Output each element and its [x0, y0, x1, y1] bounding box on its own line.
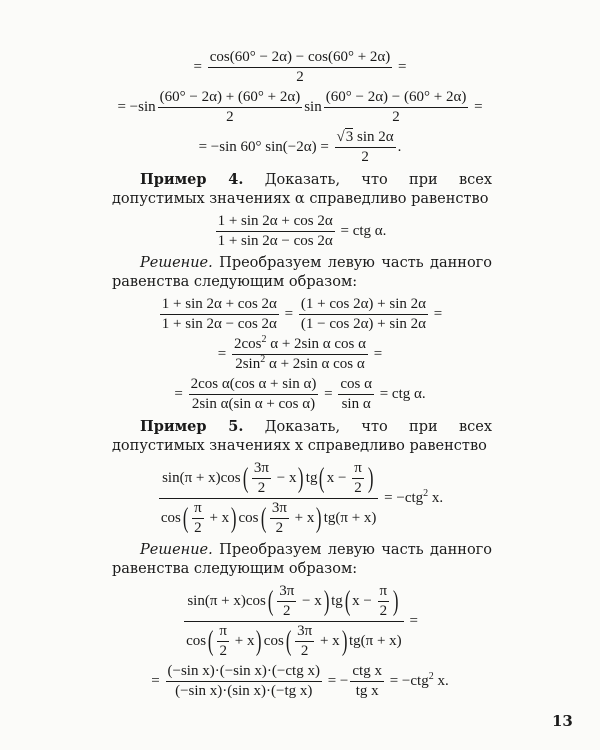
fraction-numerator [299, 296, 428, 315]
math-text: = −sin [117, 98, 156, 115]
fraction [184, 583, 404, 660]
fraction-denominator [338, 395, 374, 413]
math-text: = −sin 60° sin(−2α) = [198, 138, 333, 155]
fraction [299, 296, 428, 333]
big-parenthesis: ) [316, 502, 322, 534]
math-text: sin 2α [353, 129, 394, 145]
page-body [100, 46, 500, 703]
math-text: sin α [341, 396, 371, 412]
formula-line-2 [100, 89, 500, 126]
solution-1-label: Решение. [140, 255, 213, 271]
fraction [295, 623, 314, 660]
solution-2-label: Решение. [140, 542, 213, 558]
math-text: = [217, 345, 230, 362]
math-text: cos [186, 632, 207, 649]
math-text: 2cos α(cos α + sin α) [190, 376, 317, 392]
example-5-statement [112, 417, 492, 456]
math-text: 2 [296, 69, 304, 85]
fraction [232, 336, 368, 373]
fraction-denominator [184, 622, 404, 660]
fraction-numerator [352, 460, 364, 479]
math-text: − x [298, 592, 322, 609]
fraction-numerator [166, 663, 322, 682]
fraction-numerator [232, 336, 368, 355]
math-text: 2sin α(sin α + cos α) [191, 396, 316, 412]
fraction-denominator [160, 315, 279, 333]
fraction-denominator [216, 232, 335, 250]
fraction [335, 129, 396, 166]
fraction-numerator [217, 623, 229, 642]
fraction-numerator [208, 49, 393, 68]
math-text: 3π [297, 623, 313, 639]
math-text: + x [230, 632, 255, 649]
math-text: (60° − 2α) − (60° + 2α) [325, 89, 467, 105]
big-parenthesis: ( [207, 625, 214, 657]
math-text: π [194, 500, 202, 516]
math-text: sin [304, 98, 322, 115]
fraction [378, 583, 390, 620]
solution-1-step-2 [100, 336, 500, 373]
fraction-denominator [208, 68, 393, 86]
big-parenthesis: ) [298, 462, 304, 494]
math-text: = − [323, 672, 349, 689]
math-text: = −ctg [385, 672, 429, 689]
math-text: = ctg α. [375, 385, 426, 402]
fraction-numerator [184, 583, 404, 622]
fraction [192, 500, 204, 537]
fraction-denominator [295, 642, 314, 660]
math-text: tg [331, 592, 343, 609]
fraction-numerator [192, 500, 204, 519]
math-text: = [394, 58, 407, 75]
math-text: cos(60° − 2α) − cos(60° + 2α) [209, 49, 391, 65]
fraction-denominator [166, 682, 322, 700]
fraction [350, 663, 384, 700]
math-text: cos [263, 632, 284, 649]
math-text: 1 + sin 2α − cos 2α [217, 233, 333, 249]
math-text: π [219, 623, 227, 639]
math-text: x. [428, 489, 444, 506]
math-text: = [320, 385, 337, 402]
fraction-denominator [277, 602, 296, 620]
math-text: 2 [257, 480, 266, 496]
math-text: 3π [271, 500, 287, 516]
math-text: cos [238, 509, 259, 526]
example-4-label: Пример 4. [140, 171, 244, 188]
math-text: 2 [354, 480, 362, 496]
fraction-denominator [352, 479, 364, 497]
fraction-denominator [270, 519, 289, 537]
math-text: + x [205, 509, 230, 526]
math-text: = [151, 672, 164, 689]
solution-2-step-2 [100, 663, 500, 700]
big-parenthesis: ( [267, 585, 274, 617]
fraction [277, 583, 296, 620]
example-5-label: Пример 5. [140, 418, 244, 435]
math-text: 2 [282, 603, 291, 619]
math-text: ctg x [352, 663, 382, 679]
fraction-numerator [159, 460, 379, 499]
math-text: tg [305, 469, 318, 486]
math-text: = [174, 385, 187, 402]
big-parenthesis: ( [182, 502, 189, 534]
big-parenthesis: ) [341, 625, 348, 657]
big-parenthesis: ( [242, 462, 249, 494]
math-text: 2 [194, 520, 202, 536]
math-text: − x [273, 469, 297, 486]
fraction [189, 376, 319, 413]
big-parenthesis: ) [256, 625, 262, 657]
solution-1-text: Преобразуем левую часть данного равенства следующим образом: [112, 255, 492, 290]
radical-sign: √ [336, 129, 345, 145]
fraction-denominator [217, 642, 229, 660]
formula-line-3 [100, 129, 500, 166]
superscript: 2 [423, 487, 429, 499]
fraction [160, 296, 279, 333]
example-5-formula [100, 460, 500, 537]
solution-1-step-1 [100, 296, 500, 333]
fraction-denominator [232, 355, 368, 373]
math-text: = [370, 345, 383, 362]
big-parenthesis: ( [344, 585, 351, 617]
superscript: 2 [428, 670, 434, 682]
fraction-numerator [270, 500, 289, 519]
math-text: 2 [300, 643, 309, 659]
big-parenthesis: ) [392, 585, 399, 617]
math-text: 3π [253, 460, 269, 476]
fraction [217, 623, 229, 660]
superscript: 2 [261, 334, 267, 345]
solution-2-intro [112, 541, 492, 579]
math-text: x − [326, 469, 351, 486]
solution-2-text: Преобразуем левую часть данного равенства следующим образом: [112, 542, 492, 577]
page-number: 13 [552, 712, 573, 730]
math-text: x − [352, 592, 376, 609]
math-text: 1 + sin 2α + cos 2α [161, 296, 277, 312]
math-text: = [280, 305, 297, 322]
example-4-formula [100, 213, 500, 250]
math-text: 2 [226, 109, 234, 125]
math-text: 1 + sin 2α − cos 2α [161, 316, 277, 332]
fraction [270, 500, 289, 537]
solution-2-step-1 [100, 583, 500, 660]
fraction-numerator [338, 376, 374, 395]
formula-line-1 [100, 49, 500, 86]
fraction-numerator [378, 583, 390, 602]
math-text: = [470, 98, 483, 115]
fraction-numerator [350, 663, 384, 682]
math-text: = [193, 58, 206, 75]
math-text: 2 [219, 643, 227, 659]
math-text: π [379, 583, 388, 599]
math-text: + x [316, 632, 340, 649]
fraction-numerator [158, 89, 303, 108]
math-text: 2 [392, 109, 400, 125]
fraction-numerator [295, 623, 314, 642]
big-parenthesis: ) [231, 502, 237, 534]
fraction [352, 460, 364, 497]
math-text: (60° − 2α) + (60° + 2α) [159, 89, 301, 105]
math-text: + x [290, 509, 315, 526]
fraction-denominator [299, 315, 428, 333]
fraction-denominator [335, 148, 396, 166]
fraction-numerator [335, 129, 396, 148]
math-text: π [354, 460, 362, 476]
math-text: tg(π + x) [323, 509, 377, 526]
fraction-denominator [252, 479, 271, 497]
math-text: (−sin x)·(sin x)·(−tg x) [175, 683, 313, 699]
fraction-numerator [160, 296, 279, 315]
fraction-numerator [252, 460, 271, 479]
math-text: 2cos [233, 336, 262, 352]
fraction-numerator [216, 213, 335, 232]
math-text: 2 [379, 603, 388, 619]
fraction-denominator [158, 108, 303, 126]
big-parenthesis: ) [367, 462, 374, 494]
math-text: (1 − cos 2α) + sin 2α [300, 316, 427, 332]
math-text: = [430, 305, 443, 322]
big-parenthesis: ( [260, 502, 266, 534]
math-text: = −ctg [380, 489, 424, 506]
math-text: sin(π + x)cos [187, 592, 266, 609]
example-4-text: Доказать, что при всех допустимых значениях α справедливо равенство [112, 172, 492, 207]
fraction [216, 213, 335, 250]
math-text: (1 + cos 2α) + sin 2α [300, 296, 427, 312]
big-parenthesis: ( [319, 462, 325, 494]
math-text: 3π [279, 583, 295, 599]
example-5-text: Доказать, что при всех допустимых значениях x справедливо равенство [112, 419, 492, 454]
square-root [337, 128, 354, 145]
math-text: = [405, 612, 418, 629]
math-text: 2sin [235, 356, 261, 372]
fraction-denominator [378, 602, 390, 620]
math-text: = ctg α. [336, 222, 387, 239]
fraction [252, 460, 271, 497]
solution-1-step-3 [100, 376, 500, 413]
math-text: (−sin x)·(−sin x)·(−ctg x) [167, 663, 320, 679]
fraction-denominator [324, 108, 469, 126]
math-text: . [397, 138, 402, 155]
big-parenthesis: ( [285, 625, 292, 657]
math-text: 1 + sin 2α + cos 2α [217, 213, 333, 229]
fraction-denominator [192, 519, 204, 537]
math-text: tg(π + x) [348, 632, 402, 649]
fraction [166, 663, 322, 700]
fraction [324, 89, 469, 126]
math-text: α + 2sin α cos α [265, 356, 365, 372]
fraction-numerator [277, 583, 296, 602]
math-text: tg x [355, 683, 379, 699]
math-text: α + 2sin α cos α [266, 336, 367, 352]
math-text: cos [160, 509, 181, 526]
fraction [158, 89, 303, 126]
solution-1-intro [112, 254, 492, 292]
fraction-numerator [324, 89, 469, 108]
math-text: cos α [340, 376, 372, 392]
fraction [338, 376, 374, 413]
math-text: sin(π + x)cos [162, 469, 241, 486]
math-text: 2 [361, 149, 369, 165]
fraction-denominator [189, 395, 319, 413]
fraction [159, 460, 379, 537]
fraction-denominator [350, 682, 384, 700]
superscript: 2 [260, 354, 266, 365]
fraction-numerator [189, 376, 319, 395]
math-text: 2 [275, 520, 284, 536]
math-text: x. [433, 672, 449, 689]
fraction [208, 49, 393, 86]
example-4-statement [112, 170, 492, 209]
fraction-denominator [159, 499, 379, 537]
radicand: 3 [345, 129, 354, 145]
big-parenthesis: ) [323, 585, 330, 617]
